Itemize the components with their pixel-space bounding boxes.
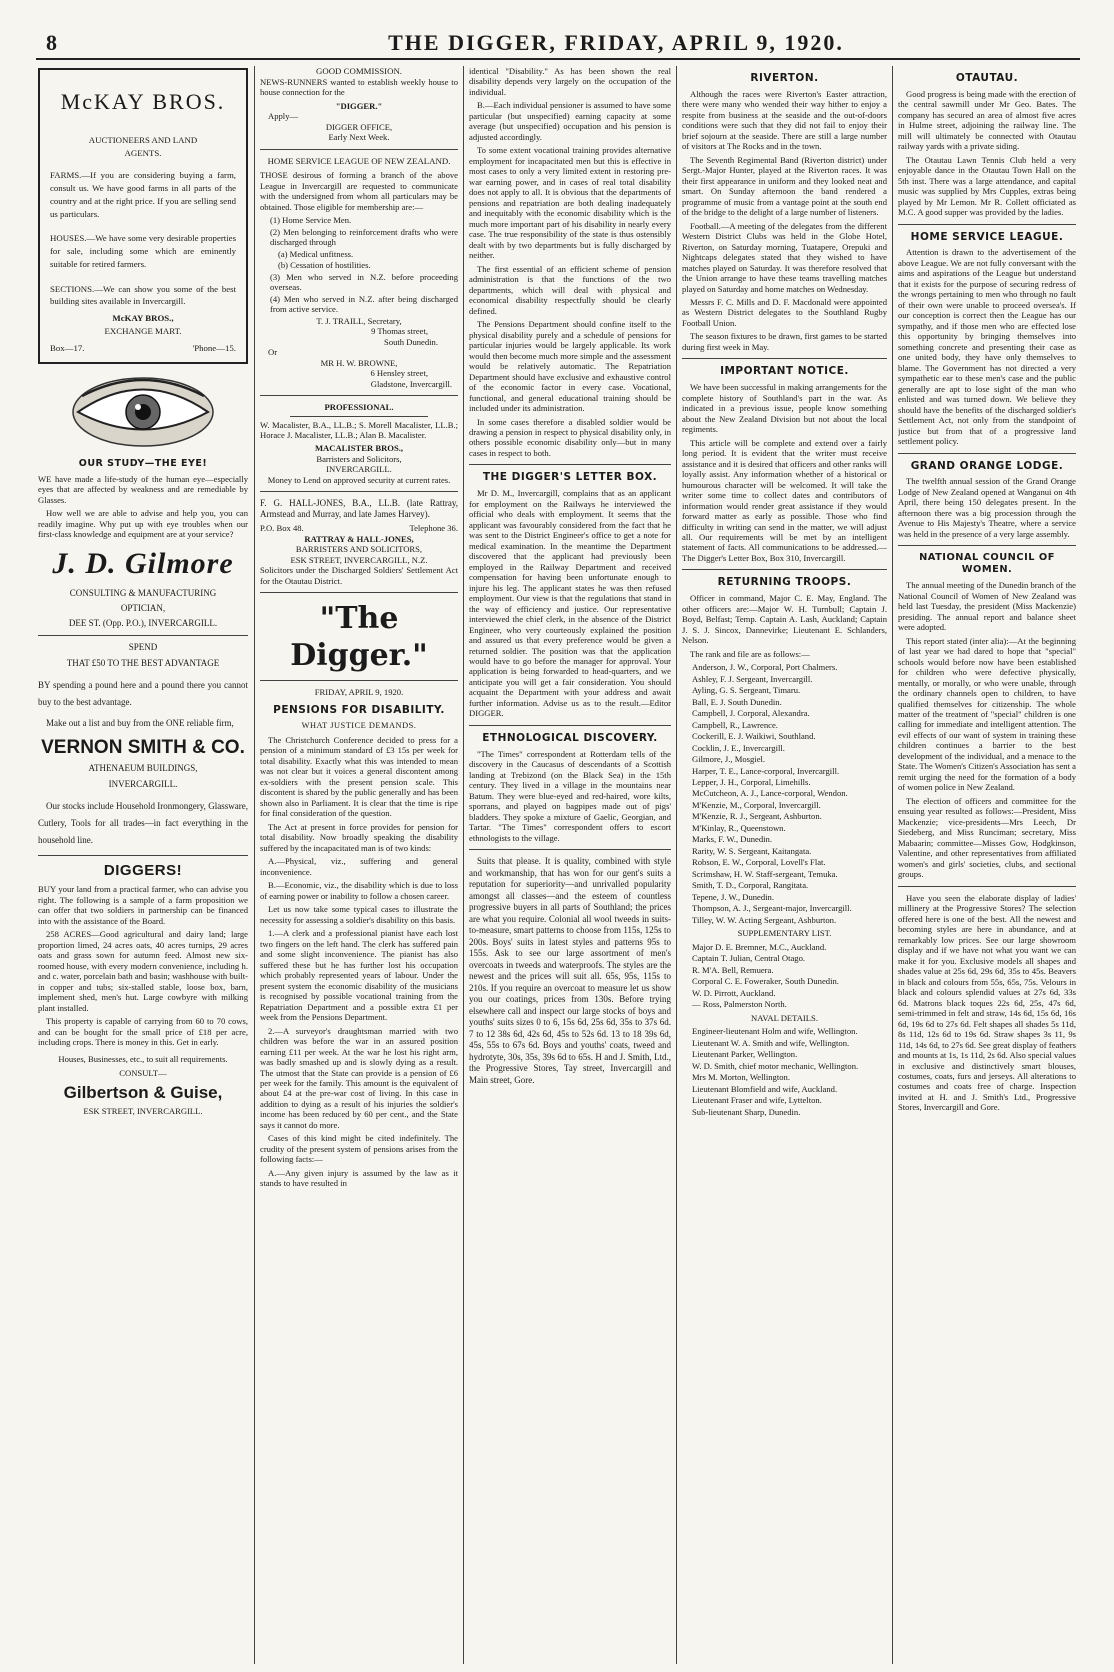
- important-notice-para: This article will be complete and extend over a fairly long period. It is evident that the writer must receive assistance and it is desired that officers and other ranks will loyally assist. Any information whether of a historical or humourous character will be welcomed. It will take the writer some time to collect dates and contributors of information would render great assistance if they would forward matter as early as possible. Those who find difficulty in writing can send in the matter, we will adjust all. Our requirements will be met by an intelligent statement of facts. All communications to be addressed.—The Digger's Letter Box, Box 310, Invercargill.: [682, 437, 887, 563]
- supplementary-entry: W. D. Pirrott, Auckland.: [692, 987, 776, 998]
- supplementary-entry: Corporal C. E. Foweraker, South Dunedin.: [692, 976, 839, 987]
- pensions-continued-para: In some cases therefore a disabled soldier would be drawing a pension in respect to physical disability only, in others possible economic disability only—but in many cases in respect to both.: [469, 416, 671, 458]
- supplementary-heading: SUPPLEMENTARY LIST.: [737, 928, 832, 939]
- pensions-para: 2.—A surveyor's draughtsman married with two children was before the war in an assured position earning £11 per week. At the war he lost his right arm, was badly smashed up and is slowly dying as a result. The utmost that the State can provide is a pension of £6 per week for the family. This amount is the equivalent of about £4 at the pre-war cost of living. In this case in addition to dying as a result of his injuries the soldier's income has been reduced by 60 per cent., and the State says it cannot do more.: [260, 1025, 458, 1130]
- supplementary-entry: R. M'A. Bell, Remuera.: [692, 964, 774, 975]
- pensions-para: A.—Any given injury is assumed by the law as it stands to have resulted in: [260, 1167, 458, 1189]
- rattray-address: ESK STREET, INVERCARGILL, N.Z.: [290, 554, 428, 565]
- vernon-smith-building: ATHENAEUM BUILDINGS,: [88, 762, 198, 773]
- pensions-continued-para: B.—Each individual pensioner is assumed to have some particular (but unspecified) earning capacity at some average (but unspecified) occupation and his pension is adjusted accordingly.: [469, 100, 671, 142]
- troop-entry: Marks, F. W., Dunedin.: [692, 834, 772, 845]
- troop-entry: Campbell, R., Lawrence.: [692, 719, 778, 730]
- macalister-firm: Barristers and Solicitors,: [316, 453, 402, 464]
- pensions-continued-para: The first essential of an efficient scheme of pension administration is that the functions of the two departments, which will deal with physical and economical disability respectfully should be clearly defined.: [469, 263, 671, 316]
- suits-advert-para: Suits that please. It is quality, combined with style and workmanship, that has won for our gent's suits a reputation for superiority—and unrivalled popularity amongst all classes—and the esteem of countless progressive buyers in all parts of Southland; the prices are what you require. Colonial all wool tweeds in suits-to-measure, smart patterns to choose from 115s, 125s to 200s. Boys' suits in latest styles and patterns 95s to 155s. Ask to see our large assortment of men's overcoats in tweeds and waterproofs. The styles are the newest and the prices will suit all. 65s, 95s, 115s to 210s. If you require an overcoat to measure let us show you our coatings, prices from 130s. Before trying elsewhere call and inspect our large stocks of boys and youths' suits sizes 0 to 6, 15s 6d, 25s 6d, 35s to 37s 6d. 7 to 12 38s 6d, 42s 6d, 45s to 52s 6d. 13 to 18 39s 6d, 45s, 55s to 67s 6d. Boys and youths' coats, tweed and hydrotyte, 30s, 35s, 39s 6d to 65s. H and J. Smith, Ltd., the Progressive Stores, Tay street, Invercargill and Main street, Gore.: [469, 856, 671, 1085]
- gilmore-logo: J. D. Gilmore: [52, 546, 234, 580]
- newspaper-title: THE DIGGER, FRIDAY, APRIL 9, 1920.: [388, 30, 844, 55]
- column-rule: [254, 66, 255, 1664]
- study-heading: OUR STUDY—THE EYE!: [78, 458, 208, 470]
- mckay-phone: 'Phone—15.: [192, 342, 236, 353]
- hsl-item: (3) Men who served in N.Z. before proceeding overseas.: [270, 271, 458, 293]
- professional-para: W. Macalister, B.A., LL.B.; S. Morell Macalister, LL.B.; Horace J. Macalister, LL.B.; Alan B. Macalister.: [260, 419, 458, 440]
- letter-box-para: Mr D. M., Invercargill, complains that as an applicant for employment on the Railways he interviewed the official who deals with employment. It seems that the applicant was favourably considered from the fact that he was sent to the District Engineer's office to get a note for medical examination. In the meantime the Department discovered that the applicant had previously been employed in the Railway Department and received compensation for having been unfortunate enough to injure his leg. The applicant states he was then refused employment. Our view is that the regulations that stand in the way of efficiency and justice. Our representative interviewed the chief clerk, in the absence of the District Engineer, who very courteously explained the position and assured us that every preference would be given a returned soldier. The position was that the application would have to go before the manager for approval. Your application is being forwarded to head-quarters, and we anticipate you will get a fair consideration. You should acquaint the Department with your address and await further information. Advise us as to the result.—Editor DIGGER.: [469, 488, 671, 719]
- millinery-advert-para: Have you seen the elaborate display of ladies' millinery at the Progressive Stores? The selection offered here is one of the best. All the newest and becoming styles are here in abundance, and at remarkably low prices. See our large showroom display and if we have not what you want we can make it for you. Exclusive models all shapes and shades value at 25s 6d, 29s 6d, 35s to 45s. Beavers in black and colours from 55s, 65s, 75s. Velours in black and colours splendid values at 27s 6d, 33s 6d. Matrons black toques 22s 6d, 25s, 47s 6d, semi-trimmed in felt and straw, 14s 6d, 15s 6d, 16s 6d, 19s 6d to 27s 6d. Felt shapes all shades 5s 11d, 8s 11d, 12s 6d to 19s 6d. Straw shapes 3s 11, 9s 11d, 14s 6d, to 27s 6d. See great display of feathers and mounts at 1s, 1s 11d, 2s 6d. Also special values in exclusive and distinctively smart blouses, costumes, coats, furs and jerseys. All alterations to costumes and coats free of charge. Inspection invited at H. and J. Smith's Ltd., Progressive Stores, Invercargill and Gore.: [898, 892, 1076, 1113]
- pensions-para: Let us now take some typical cases to illustrate the necessity for assessing a soldier's disability on this basis.: [260, 904, 458, 925]
- hsl-advert-para: THOSE desirous of forming a branch of the above League in Invercargill are requested to communicate with the undersigned from whom all particulars may be obtained. Those eligible for membership are:—: [260, 170, 458, 212]
- column-1: [38, 66, 248, 1664]
- national-council-para: The election of officers and committee for the ensuing year resulted as follows:—President, Miss Mackenzie; vice-presidents—Mrs Leech, Dr Siedeberg, and Miss Runciman; secretary, Miss Mabaarin; committee—Misses Gow, Hodgkinson, Valentine, and other representatives from affiliated women's and girls' societies, clubs, and sectional groups.: [898, 795, 1076, 880]
- pensions-para: A.—Physical, viz., suffering and general inconvenience.: [260, 856, 458, 877]
- diggers-para: This property is capable of carrying from 60 to 70 cows, and can be bought for the small price of £18 per acre, including crops. There is money in this. Get in early.: [38, 1016, 248, 1048]
- column-rule: [892, 66, 893, 1664]
- naval-list: [682, 1026, 887, 1117]
- hsl-signature: T. J. TRAILL, Secretary,: [316, 315, 402, 326]
- naval-entry: Lieutenant W. A. Smith and wife, Wellington.: [692, 1037, 850, 1048]
- pensions-para: 1.—A clerk and a professional pianist have each lost two fingers on the left hand. The clerk has suffered pain and some slight inconvenience. The pianist has also suffered these but he has further lost his occupation which probably represented years of labour. Under the present system the economic disability of the musicians is recognised by possible vocational training from the Repatriation Department and a possible extra £1 per week from the Pensions Department.: [260, 928, 458, 1023]
- supplementary-entry: Captain T. Julian, Central Otago.: [692, 953, 806, 964]
- national-council-heading: NATIONAL COUNCIL OF WOMEN.: [919, 552, 1055, 576]
- troop-entry: Rarity, W. S. Sergeant, Kaitangata.: [692, 845, 812, 856]
- mckay-line: AUCTIONEERS AND LAND: [88, 134, 198, 145]
- troop-entry: M'Kinlay, R., Queenstown.: [692, 822, 786, 833]
- gilmore-title: OPTICIAN,: [120, 603, 166, 614]
- study-para: How well we are able to advise and help you, you can readily imagine. Why put up with eye troubles when our first-class knowledge and equipment are at your service?: [38, 508, 248, 540]
- study-para: WE have made a life-study of the human eye—especially eyes that are affected by weakness and are remediable by Glasses.: [38, 473, 248, 505]
- hall-jones-telephone: Telephone 36.: [409, 523, 458, 534]
- troop-entry: McCutcheon, A. J., Lance-corporal, Wendon.: [692, 788, 848, 799]
- troop-entry: Smith, T. D., Corporal, Rangitata.: [692, 880, 809, 891]
- troop-entry: M'Kenzie, R. J., Sergeant, Ashburton.: [692, 811, 822, 822]
- grand-orange-lodge-heading: GRAND ORANGE LODGE.: [910, 459, 1064, 472]
- hsl-signature: Or: [268, 347, 278, 358]
- hsl-signature: 6 Hensley street,: [370, 368, 428, 379]
- home-service-league-heading: HOME SERVICE LEAGUE.: [910, 230, 1064, 243]
- mckay-sign: EXCHANGE MART.: [104, 325, 182, 336]
- spend-para: Our stocks include Household Ironmongery, Glassware, Cutlery, Tools for all trades—in fact everything in the household line.: [38, 800, 248, 845]
- column-rule: [676, 66, 677, 1664]
- important-notice-para: We have been successful in making arrangements for the complete history of Southland's part in the war. As indicated in a previous issue, people know something about the New Zealand Division but not about the local regiments.: [682, 382, 887, 435]
- important-notice-heading: IMPORTANT NOTICE.: [720, 365, 849, 378]
- troop-entry: Robson, E. W., Corporal, Lovell's Flat.: [692, 857, 826, 868]
- naval-entry: Mrs M. Morton, Wellington.: [692, 1072, 790, 1083]
- rattray-firm: BARRISTERS AND SOLICITORS,: [295, 544, 423, 555]
- troop-entry: Tilley, W. W. Acting Sergeant, Ashburton.: [692, 914, 837, 925]
- riverton-heading: RIVERTON.: [750, 72, 819, 84]
- good-commission-paper: "DIGGER.": [335, 100, 383, 111]
- troop-entry: Anderson, J. W., Corporal, Port Chalmers.: [692, 662, 838, 673]
- hsl-item: (b) Cessation of hostilities.: [278, 260, 371, 271]
- professional-para: Money to Lend on approved security at current rates.: [267, 474, 451, 485]
- troop-entry: Ball, E. J. South Dunedin.: [692, 696, 782, 707]
- ethnological-heading: ETHNOLOGICAL DISCOVERY.: [482, 731, 658, 744]
- mckay-sign: McKAY BROS.,: [112, 313, 174, 324]
- pensions-continued-para: To some extent vocational training provides alternative employment for incapacitated men but this is effective in most cases to only a very limited extent in restoring pre-war earning power, and in cases of real total disability does not apply to all. It is obvious that the departments of pensions and repatriation are both dealing inadequately and inequitably with the economic disability which is the much more important part of his disability in nearly every case. The true responsibility of the state is thus ostensibly dealt with by two departments but is fully discharged by neither.: [469, 145, 671, 261]
- returning-troops-para: Officer in command, Major C. E. May, England. The other officers are:—Major W. H. Turnbull; Captain J. Boyd, Belfast; Temp. Captain A. Lash, Auckland; Captain J. S. J. Sincox, Dannevirke; Lieutenant E. Schlanders, Nelson.: [682, 593, 887, 646]
- spend-para: BY spending a pound here and a pound there you cannot buy to the best advantage.: [38, 680, 248, 708]
- hsl-item: (4) Men who served in N.Z. after being discharged from active service.: [270, 293, 458, 315]
- rattray-firm: RATTRAY & HALL-JONES,: [304, 533, 414, 544]
- gilbertson-guise-address: ESK STREET, INVERCARGILL.: [83, 1106, 203, 1117]
- pensions-heading: PENSIONS FOR DISABILITY.: [273, 703, 445, 716]
- troop-entry: Cockerill, E. J. Waikiwi, Southland.: [692, 731, 816, 742]
- column-rule: [463, 66, 464, 1664]
- troop-entry: Ayling, G. S. Sergeant, Timaru.: [692, 685, 801, 696]
- naval-entry: Lieutenant Blomfield and wife, Auckland.: [692, 1083, 838, 1094]
- vernon-smith-name: VERNON SMITH & CO.: [41, 736, 245, 758]
- supplementary-entry: — Ross, Palmerston North.: [692, 999, 787, 1010]
- naval-entry: Lieutenant Fraser and wife, Lyttelton.: [692, 1095, 822, 1106]
- naval-entry: Lieutenant Parker, Wellington.: [692, 1049, 798, 1060]
- mckay-line: AGENTS.: [124, 147, 162, 158]
- hsl-item: (1) Home Service Men.: [270, 215, 352, 226]
- troop-entry: M'Kenzie, M., Corporal, Invercargill.: [692, 799, 821, 810]
- mckay-houses: HOUSES.—We have some very desirable properties for sale, including some which are eminently suitable for retired farmers.: [50, 233, 236, 269]
- riverton-para: Messrs F. C. Mills and D. F. Macdonald were appointed as Western District delegates to the Southland Rugby Football Union.: [682, 297, 887, 328]
- diggers-consult: CONSULT—: [119, 1068, 167, 1079]
- pensions-para: The Act at present in force provides for pension for total disability. Now broadly speaking the disability suffered by the incapacitated man is of two kinds:: [260, 821, 458, 853]
- returning-troops-heading: RETURNING TROOPS.: [717, 576, 852, 589]
- hsl-signature: South Dunedin.: [384, 336, 438, 347]
- good-commission-apply: Apply—: [268, 111, 299, 122]
- hsl-signature: Gladstone, Invercargill.: [370, 378, 452, 389]
- pensions-para: Cases of this kind might be cited indefinitely. The crudity of the present system of pensions arises from the following facts:—: [260, 1133, 458, 1165]
- hsl-item: (a) Medical unfitness.: [278, 248, 354, 259]
- supplementary-list: [682, 942, 887, 1010]
- good-commission-heading: GOOD COMMISSION.: [315, 66, 403, 76]
- mckay-sections: SECTIONS.—We can show you some of the best building sites available in Invercargill.: [50, 283, 236, 307]
- masthead: [36, 30, 1080, 60]
- otautau-para: Good progress is being made with the erection of the central sawmill under Mr Geo. Bates. The company has secured an area of almost five acres in Hulme street, adjoining the railway line. The mill will ultimately be connected with Otautau railway yards with a private siding.: [898, 88, 1076, 152]
- diggers-heading: DIGGERS!: [103, 861, 183, 879]
- hall-jones-para: F. G. HALL-JONES, B.A., LL.B. (late Rattray, Armstead and Murray, and late James Harvey).: [260, 498, 458, 520]
- mckay-bros-advert: [38, 68, 248, 364]
- diggers-para: BUY your land from a practical farmer, who can advise you right. The following is a sample of a farm proposition we can offer that two soldiers in partnership can be financed into with the assistance of the Board.: [38, 884, 248, 926]
- the-digger-logo: "The Digger.": [290, 601, 428, 673]
- troops-list: [682, 662, 887, 925]
- otautau-para: The Otautau Lawn Tennis Club held a very enjoyable dance in the Otautau Town Hall on the 5th inst. There was a large attendance, and capital music was supplied by Mrs Cupples, extras being played by Mr Lemon. Mr R. Collett officiated as M.C. A good supper was provided by the ladies.: [898, 154, 1076, 218]
- national-council-para: The annual meeting of the Dunedin branch of the National Council of Women of New Zealand was held last Tuesday, the president (Miss Mackenzie) presiding. The annual report and balance sheet were adopted.: [898, 580, 1076, 633]
- riverton-para: The Seventh Regimental Band (Riverton district) under Sergt.-Major Hunter, played at the Riverton races. It was their first appearance in uniform and they looked neat and smart. On Sunday afternoon the band rendered a programme of music from a vantage point at the south end of the bridge to the delight of a large number of listeners.: [682, 154, 887, 218]
- pensions-para: B.—Economic, viz., the disability which is due to loss of earning power or inability to follow a chosen career.: [260, 880, 458, 901]
- macalister-town: INVERCARGILL.: [326, 464, 392, 475]
- column-5: [898, 66, 1076, 1664]
- pensions-continued-para: The Pensions Department should confine itself to the physical disability purely and a schedule of pensions for particular injuries would be largely applicable. Its work would then become much more simple and the assessment would be relatively automatic. The Repatriation Department should have exclusive and exhaustive control of the economic factor in every case. Vocational, functional, and general educational training should be included under its administration.: [469, 319, 671, 414]
- hall-jones-para: Solicitors under the Discharged Soldiers' Settlement Act for the Otautau District.: [260, 565, 458, 586]
- naval-heading: NAVAL DETAILS.: [751, 1012, 818, 1023]
- troop-entry: Tepene, J. W., Dunedin.: [692, 891, 774, 902]
- troop-entry: Scrimshaw, H. W. Staff-sergeant, Temuka.: [692, 868, 838, 879]
- gilbertson-guise-name: Gilbertson & Guise,: [63, 1082, 223, 1102]
- naval-entry: W. D. Smith, chief motor mechanic, Wellington.: [692, 1060, 859, 1071]
- macalister-firm: MACALISTER BROS.,: [314, 443, 404, 454]
- returning-troops-para: The rank and file are as follows:—: [690, 648, 810, 659]
- diggers-para: Houses, Businesses, etc., to suit all requirements.: [58, 1053, 228, 1064]
- riverton-para: Although the races were Riverton's Easter attraction, there were many who wended their way hither to enjoy a respite from business at the seaside and the out-of-doors conditions were such that they did not fail to enjoy their brief sojourn at the seaside. There are still a large number of visitors at The Rocks and in the town.: [682, 88, 887, 152]
- home-service-league-para: Attention is drawn to the advertisement of the above League. We are not fully conversant with the aims and aspirations of the League but understand that it exists for the purpose of securing redress of the wrongs pertaining to men who through no fault of their own were unable to proceed oversea's. If our conception is correct then the League has our sympathy, and if those men who are effected lose this opportunity by bringing themselves into something concrete and presenting their case as one united body, they have only themselves to blame. The Government has not directed a very sympathetic ear to these men's case and the public generally are apt to lose sight of the man who enlisted and was turned down. We believe they should have the benefits of the discharged soldier's Settlement Act, not only from the standpoint of justice but from that of a progressive land settlement policy.: [898, 247, 1076, 447]
- page-number: 8: [46, 30, 57, 55]
- diggers-para: 258 ACRES—Good agricultural and dairy land; large proportion limed, 24 acres oats, 40 acres turnips, 29 acres oats and grass sown for autumn feed. Almost new six-roomed house, with every modern convenience, including h. and c. water, porcelain bath and basin; washhouse with built-in copper and tubs; six-stalled stable, loose box, barn, implement shed, men's hut. Large cowbyre with milking plant installed.: [38, 929, 248, 1013]
- vernon-smith-town: INVERCARGILL.: [108, 778, 178, 789]
- mckay-name: McKAY BROS.: [60, 89, 226, 114]
- supplementary-entry: Major D. E. Bremner, M.C., Auckland.: [692, 941, 827, 952]
- column-3: [469, 66, 671, 1664]
- professional-heading: PROFESSIONAL.: [324, 402, 394, 413]
- eye-illustration-icon: [68, 372, 218, 452]
- troop-entry: Campbell, J. Corporal, Alexandra.: [692, 708, 810, 719]
- grand-orange-lodge-para: The twelfth annual session of the Grand Orange Lodge of New Zealand opened at Wanganui on 4th April, there being 150 delegates present. In the afternoon there was a big procession through the Avenue to His Majesty's Theatre, where a service was held in the presence of a very large assembly.: [898, 476, 1076, 539]
- riverton-para: Football.—A meeting of the delegates from the different Western District Clubs was held in the Globe Hotel, Riverton, on Saturday morning, Tuatapere, Orepuki and Nightcaps delegates stated that they wished to have matches played on Saturday. It was therefore resolved that the Union arrange to have these teams travelling matches played on Saturday and home matches on Wednesday.: [682, 220, 887, 294]
- ethnological-para: "The Times" correspondent at Rotterdam tells of the discovery in the Caucasus of descendants of a Scottish landing at Trebizond (on the Black Sea) in the 15th century. They lived in a village in the mountains near Batum. They were blue-eyed and red-haired, wore kilts, sporrans, and played on bagpipes made out of pigs' bladders. They spoke a mixture of Gaelic, Georgian, and Tartar. "The Times" correspondent offers to escort ethnologists to the village.: [469, 748, 671, 843]
- troop-entry: Lepper, J. H., Corporal, Limehills.: [692, 777, 811, 787]
- hall-jones-pobox: P.O. Box 48.: [260, 523, 304, 534]
- pensions-para: The Christchurch Conference decided to press for a pension of a minimum standard of £3 15s per week for total disability. Exactly what this was intended to mean was not clear but it voices a general discontent among ex-soldiers with the present pension scale. This discontent is shared by the public generally and has been shown also in Parliament. It is clear that the time is ripe for final consideration of the question.: [260, 734, 458, 819]
- column-2: [260, 66, 458, 1664]
- naval-entry: Sub-lieutenant Sharp, Dunedin.: [692, 1106, 801, 1117]
- gilmore-address: DEE ST. (Opp. P.O.), INVERCARGILL.: [68, 618, 218, 629]
- paper-date: FRIDAY, APRIL 9, 1920.: [314, 687, 404, 698]
- troop-entry: Harper, T. E., Lance-corporal, Invercargill.: [692, 765, 840, 776]
- mckay-box: Box—17.: [50, 342, 85, 353]
- hsl-item: (2) Men belonging to reinforcement drafts who were discharged through: [270, 226, 458, 248]
- good-commission-para: NEWS-RUNNERS wanted to establish weekly house to house connection for the: [260, 76, 458, 98]
- spend-heading: SPEND: [128, 642, 158, 653]
- pensions-continued-para: identical "Disability." As has been shown the real disability depends very largely on the occupation of the individual.: [469, 66, 671, 97]
- troop-entry: Thompson, A. J., Sergeant-major, Invercargill.: [692, 903, 852, 914]
- troop-entry: Cocklin, J. E., Invercargill.: [692, 742, 785, 753]
- riverton-para: The season fixtures to be drawn, first games to be started during first week in May.: [682, 331, 887, 352]
- hsl-advert-heading: HOME SERVICE LEAGUE OF NEW ZEALAND.: [267, 155, 451, 166]
- naval-entry: Engineer-lieutenant Holm and wife, Wellington.: [692, 1026, 858, 1037]
- hsl-signature: 9 Thomas street,: [371, 326, 428, 337]
- good-commission-office: DIGGER OFFICE,: [325, 121, 393, 132]
- pensions-subheading: WHAT JUSTICE DEMANDS.: [301, 720, 417, 730]
- otautau-heading: OTAUTAU.: [955, 72, 1019, 84]
- column-4: [682, 66, 887, 1664]
- mckay-farms: FARMS.—If you are considering buying a farm, consult us. We have good farms in all parts of the country and at the right price. If you are selling send us particulars.: [50, 170, 236, 219]
- national-council-para: This report stated (inter alia):—At the beginning of last year we had dared to hope that "special" schools would before now have been established for children who were defective physically, mentally, or morally, or who were unable, through the ordinary channels open to children, to have qualified themselves for citizenship. The whole matter of the treatment of "special" children is one calling for immediate and intelligent attention. The evil effects of our want of system in training these children continues a barrier to the best development of the individual, and a menace to the State. The Women's Citizen's Association has sent a remit urging the need for the formation of a body of women police in New Zealand.: [898, 635, 1076, 793]
- spend-line: THAT £50 TO THE BEST ADVANTAGE: [66, 658, 220, 669]
- letter-box-heading: THE DIGGER'S LETTER BOX.: [482, 471, 658, 484]
- gilmore-title: CONSULTING & MANUFACTURING: [69, 588, 217, 599]
- hsl-signature: MR H. W. BROWNE,: [320, 357, 398, 368]
- troop-entry: Gilmore, J., Mosgiel.: [692, 754, 766, 765]
- spend-para: Make out a list and buy from the ONE reliable firm,: [46, 717, 234, 728]
- troop-entry: Ashley, F. J. Sergeant, Invercargill.: [692, 673, 813, 684]
- good-commission-week: Early Next Week.: [328, 132, 390, 143]
